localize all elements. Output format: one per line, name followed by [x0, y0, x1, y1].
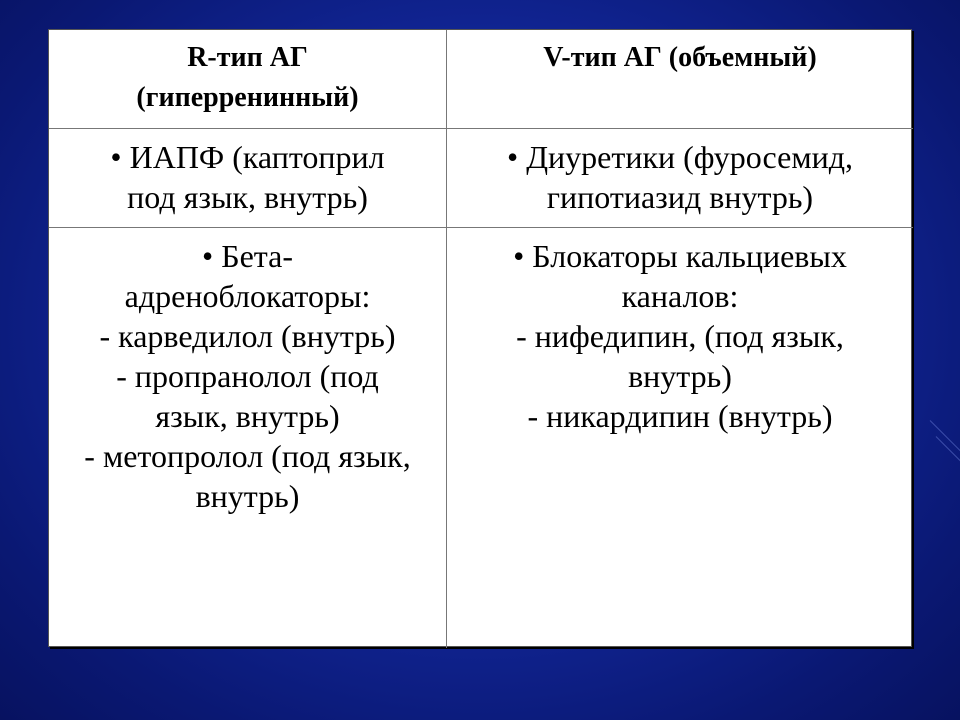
comparison-table [48, 29, 912, 647]
cell-text-line: - карведилол (внутрь) [99, 318, 396, 354]
cell-v-diuretics [447, 129, 913, 228]
cell-text-line: - нифедипин, (под язык, [516, 318, 844, 354]
cell-text-line: • Диуретики (фуросемид, [507, 139, 853, 175]
cell-text-line: адреноблокаторы: [124, 278, 371, 314]
cell-text-line: V-тип АГ (объемный) [543, 42, 817, 73]
cell-text-line: • ИАПФ (каптоприл [110, 139, 385, 175]
cell-r-ace-inhibitors [49, 129, 447, 228]
cell-text-line: гипотиазид внутрь) [546, 179, 814, 215]
header-r-type [49, 30, 447, 129]
cell-text-line: внутрь) [195, 478, 300, 514]
cell-text-line: язык, внутрь) [155, 398, 340, 434]
cell-text-line: каналов: [621, 278, 739, 314]
cell-text-line: (гиперренинный) [136, 82, 359, 113]
cell-text-line: • Блокаторы кальциевых [513, 238, 847, 274]
decorative-line [936, 436, 960, 472]
cell-text-line: под язык, внутрь) [127, 179, 368, 215]
cell-r-beta-blockers [49, 228, 447, 648]
cell-text-line: - пропранолол (под [116, 358, 379, 394]
cell-text-line: - метопролол (под язык, [84, 438, 411, 474]
cell-text-line: внутрь) [628, 358, 732, 394]
cell-text-line: - никардипин (внутрь) [527, 398, 833, 434]
cell-text-line: R-тип АГ [187, 42, 308, 73]
cell-v-calcium-channel-blockers [447, 228, 913, 648]
cell-text-line: • Бета- [201, 238, 293, 274]
header-v-type [447, 30, 913, 129]
